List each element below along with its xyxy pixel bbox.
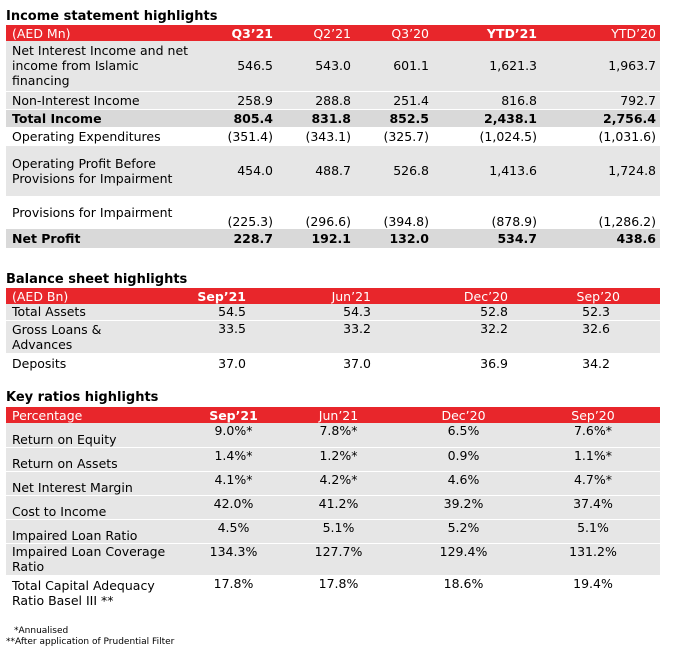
cell: 52.8 bbox=[375, 304, 512, 320]
cell: (1,031.6) bbox=[598, 129, 656, 145]
row-label: Net Profit bbox=[6, 229, 202, 248]
cell: 546.5 bbox=[202, 41, 277, 91]
cell: 19.4% bbox=[573, 575, 613, 591]
cell: 4.6% bbox=[401, 471, 526, 495]
row-label: Cost to Income bbox=[6, 495, 191, 519]
cell: 816.8 bbox=[433, 91, 541, 109]
cell: 132.0 bbox=[355, 229, 433, 248]
cell: 42.0% bbox=[191, 495, 276, 519]
cell: 4.2%* bbox=[276, 471, 401, 495]
ratios-header-col: Sep’20 bbox=[526, 407, 660, 423]
table-row bbox=[6, 304, 660, 320]
cell: (878.9) bbox=[491, 214, 537, 229]
cell: 134.3% bbox=[191, 543, 276, 575]
cell: 33.5 bbox=[116, 320, 250, 353]
cell: 258.9 bbox=[202, 91, 277, 109]
cell: (296.6) bbox=[305, 214, 351, 229]
income-header-unit: (AED Mn) bbox=[6, 25, 202, 41]
income-header-row bbox=[6, 25, 660, 41]
cell: 32.6 bbox=[512, 320, 660, 353]
cell: 129.4% bbox=[401, 543, 526, 575]
row-label: Gross Loans & Advances bbox=[6, 320, 116, 353]
cell: 534.7 bbox=[433, 229, 541, 248]
cell: 228.7 bbox=[202, 229, 277, 248]
cell: 41.2% bbox=[276, 495, 401, 519]
cell: (1,024.5) bbox=[479, 129, 537, 145]
row-label: Impaired Loan Ratio bbox=[6, 519, 191, 543]
row-label: Total Assets bbox=[6, 304, 116, 320]
cell: 4.1%* bbox=[191, 471, 276, 495]
cell: 543.0 bbox=[277, 41, 355, 91]
cell: 37.0 bbox=[218, 355, 246, 371]
row-label: Return on Assets bbox=[6, 447, 191, 471]
cell: 2,756.4 bbox=[541, 109, 660, 127]
cell: 33.2 bbox=[250, 320, 375, 353]
table-row-net-profit bbox=[6, 229, 660, 248]
table-row bbox=[6, 196, 660, 229]
cell: 131.2% bbox=[526, 543, 660, 575]
cell: 1.2%* bbox=[276, 447, 401, 471]
income-header-col: YTD’21 bbox=[433, 25, 541, 41]
cell: 601.1 bbox=[355, 41, 433, 91]
table-row bbox=[6, 91, 660, 109]
cell: 526.8 bbox=[355, 146, 433, 196]
cell: (394.8) bbox=[383, 214, 429, 229]
balance-header-row bbox=[6, 288, 660, 304]
cell: 805.4 bbox=[202, 109, 277, 127]
cell: 7.8%* bbox=[276, 423, 401, 447]
cell: 831.8 bbox=[277, 109, 355, 127]
ratios-header-col: Jun’21 bbox=[276, 407, 401, 423]
footnote-annualised: *Annualised bbox=[14, 626, 69, 636]
row-label: Return on Equity bbox=[6, 423, 191, 447]
table-row bbox=[6, 447, 660, 471]
cell: 17.8% bbox=[318, 575, 359, 591]
row-label: Total Capital Adequacy Ratio Basel III ** bbox=[12, 577, 155, 608]
cell: 488.7 bbox=[277, 146, 355, 196]
table-row bbox=[6, 423, 660, 447]
row-label: Operating Expenditures bbox=[12, 129, 161, 145]
row-label: Provisions for Impairment bbox=[12, 205, 173, 221]
cell: 54.3 bbox=[250, 304, 375, 320]
row-label: Operating Profit Before Provisions for Impairment bbox=[6, 146, 202, 196]
table-row bbox=[6, 495, 660, 519]
income-header-col: Q3’20 bbox=[355, 25, 433, 41]
cell: 6.5% bbox=[401, 423, 526, 447]
balance-header-col: Jun’21 bbox=[250, 288, 375, 304]
table-row bbox=[6, 320, 660, 353]
row-label: Net Interest Margin bbox=[6, 471, 191, 495]
cell: 4.7%* bbox=[526, 471, 660, 495]
cell: 127.7% bbox=[276, 543, 401, 575]
balance-sheet-title: Balance sheet highlights bbox=[6, 272, 188, 287]
cell: 1,621.3 bbox=[433, 41, 541, 91]
table-row bbox=[6, 519, 660, 543]
cell: (325.7) bbox=[383, 129, 429, 145]
cell: 1,413.6 bbox=[433, 146, 541, 196]
cell: 37.4% bbox=[526, 495, 660, 519]
income-header-col: YTD’20 bbox=[541, 25, 660, 41]
cell: 9.0%* bbox=[191, 423, 276, 447]
cell: 4.5% bbox=[191, 519, 276, 543]
table-row bbox=[6, 146, 660, 196]
table-row-total bbox=[6, 109, 660, 127]
cell: (343.1) bbox=[305, 129, 351, 145]
ratios-header-col: Sep’21 bbox=[191, 407, 276, 423]
cell: 1,724.8 bbox=[541, 146, 660, 196]
cell: 0.9% bbox=[401, 447, 526, 471]
ratios-header-row bbox=[6, 407, 660, 423]
cell: 288.8 bbox=[277, 91, 355, 109]
key-ratios-title: Key ratios highlights bbox=[6, 390, 159, 405]
cell: 5.1% bbox=[526, 519, 660, 543]
table-row bbox=[6, 543, 660, 575]
income-statement-table bbox=[6, 25, 660, 248]
cell: 1.4%* bbox=[191, 447, 276, 471]
row-label: Non-Interest Income bbox=[6, 91, 202, 109]
table-row bbox=[6, 575, 660, 610]
cell: 7.6%* bbox=[526, 423, 660, 447]
row-label: Net Interest Income and net income from Islamic financing bbox=[6, 41, 202, 91]
cell: 52.3 bbox=[512, 304, 660, 320]
cell: 37.0 bbox=[343, 355, 371, 371]
income-statement-title: Income statement highlights bbox=[6, 9, 218, 24]
row-label: Total Income bbox=[6, 109, 202, 127]
balance-header-col: Sep’20 bbox=[512, 288, 660, 304]
cell: 454.0 bbox=[202, 146, 277, 196]
table-row bbox=[6, 127, 660, 146]
row-label: Impaired Loan Coverage Ratio bbox=[6, 543, 191, 575]
cell: 5.1% bbox=[276, 519, 401, 543]
cell: 438.6 bbox=[541, 229, 660, 248]
cell: 36.9 bbox=[480, 355, 508, 371]
cell: 1,963.7 bbox=[541, 41, 660, 91]
table-row bbox=[6, 471, 660, 495]
balance-header-col: Dec’20 bbox=[375, 288, 512, 304]
balance-header-col: Sep’21 bbox=[116, 288, 250, 304]
cell: 39.2% bbox=[401, 495, 526, 519]
row-label: Deposits bbox=[12, 355, 67, 371]
cell: (225.3) bbox=[227, 214, 273, 229]
balance-sheet-table bbox=[6, 288, 660, 373]
cell: 792.7 bbox=[541, 91, 660, 109]
key-ratios-table bbox=[6, 407, 660, 610]
balance-header-unit: (AED Bn) bbox=[6, 288, 116, 304]
ratios-header-unit: Percentage bbox=[6, 407, 191, 423]
cell: 54.5 bbox=[116, 304, 250, 320]
cell: (351.4) bbox=[227, 129, 273, 145]
table-row bbox=[6, 353, 660, 373]
cell: 18.6% bbox=[443, 575, 484, 591]
income-header-col: Q3’21 bbox=[202, 25, 277, 41]
cell: 17.8% bbox=[213, 575, 254, 591]
cell: 2,438.1 bbox=[433, 109, 541, 127]
cell: 32.2 bbox=[375, 320, 512, 353]
cell: 34.2 bbox=[582, 355, 610, 371]
cell: (1,286.2) bbox=[598, 214, 656, 229]
table-row bbox=[6, 41, 660, 91]
cell: 1.1%* bbox=[526, 447, 660, 471]
footnote-prudential: **After application of Prudential Filter bbox=[6, 637, 175, 647]
cell: 192.1 bbox=[277, 229, 355, 248]
cell: 5.2% bbox=[401, 519, 526, 543]
cell: 251.4 bbox=[355, 91, 433, 109]
income-header-col: Q2’21 bbox=[277, 25, 355, 41]
cell: 852.5 bbox=[355, 109, 433, 127]
ratios-header-col: Dec’20 bbox=[401, 407, 526, 423]
